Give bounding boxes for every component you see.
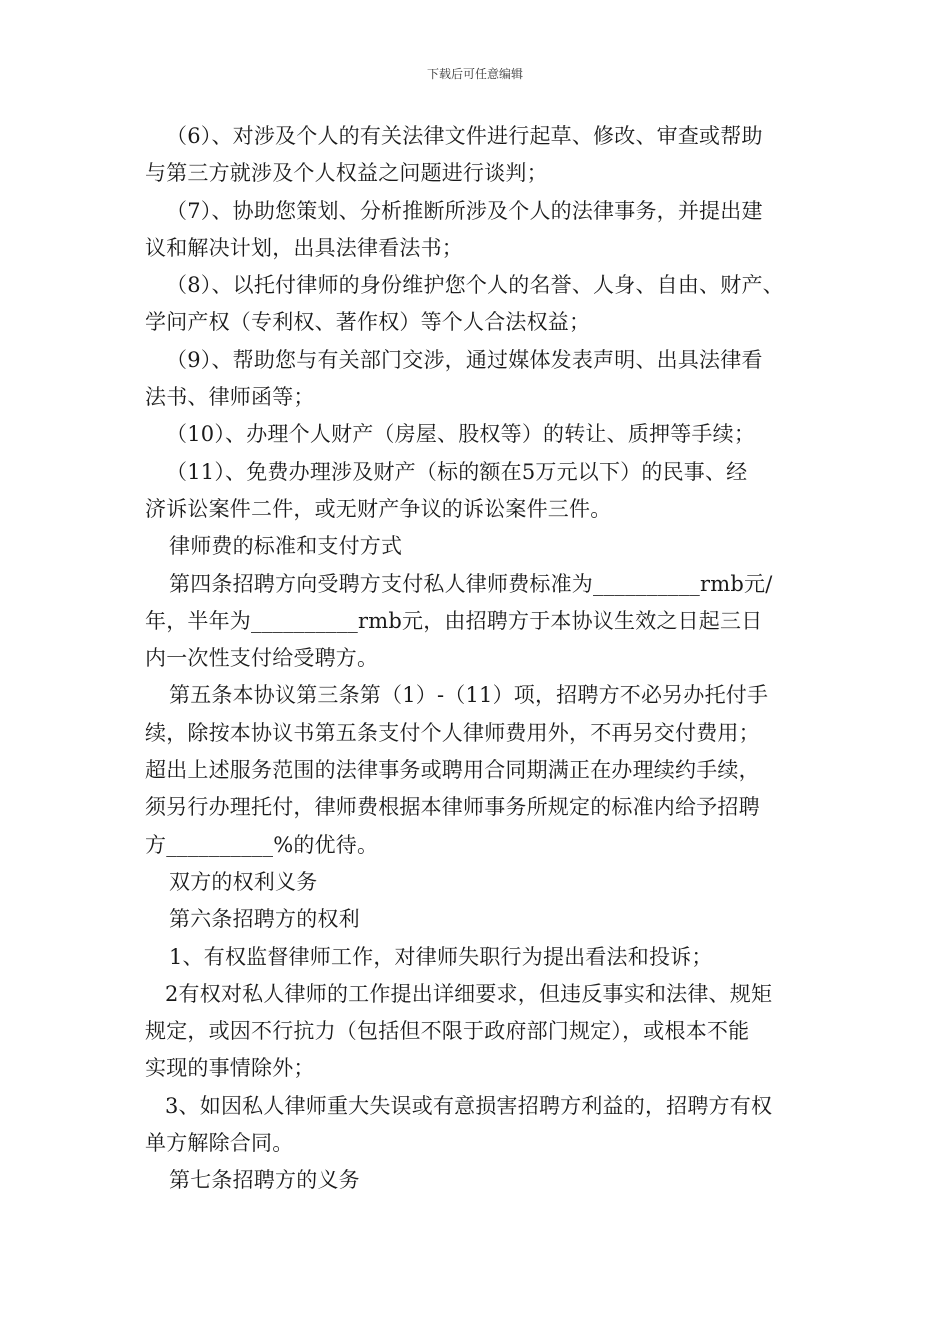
text-line: 年，半年为__________rmb元，由招聘方于本协议生效之日起三日 (145, 608, 763, 633)
text-line: 第七条招聘方的义务 (169, 1168, 360, 1193)
text-line: 实现的事情除外； (145, 1056, 315, 1081)
text-line: 律师费的标准和支付方式 (169, 534, 403, 559)
text-line: （8）、以托付律师的身份维护您个人的名誉、人身、自由、财产、 (166, 273, 784, 298)
document-body (145, 118, 835, 1200)
text-line: 学问产权（专利权、著作权）等个人合法权益； (145, 310, 591, 335)
text-line: 与第三方就涉及个人权益之问题进行谈判； (145, 161, 548, 186)
text-line: （9）、帮助您与有关部门交涉，通过媒体发表声明、出具法律看 (166, 347, 763, 372)
text-line: 1、有权监督律师工作，对律师失职行为提出看法和投诉； (169, 944, 713, 969)
text-line: 第五条本协议第三条第（1）-（11）项，招聘方不必另办托付手 (169, 683, 769, 708)
text-line: 须另行办理托付，律师费根据本律师事务所规定的标准内给予招聘 (145, 795, 760, 820)
text-line: 第六条招聘方的权利 (169, 907, 360, 932)
text-line: （6）、对涉及个人的有关法律文件进行起草、修改、审查或帮助 (166, 124, 763, 148)
text-line: 内一次性支付给受聘方。 (145, 646, 379, 671)
text-line: （7）、协助您策划、分析推断所涉及个人的法律事务，并提出建 (166, 198, 763, 223)
text-line: 单方解除合同。 (145, 1131, 294, 1156)
text-line: （10）、办理个人财产（房屋、股权等）的转让、质押等手续； (166, 422, 756, 447)
text-line: 续，除按本协议书第五条支付个人律师费用外，不再另交付费用； (145, 720, 760, 745)
text-line: （11）、免费办理涉及财产（标的额在5万元以下）的民事、经 (166, 459, 748, 484)
text-line: 双方的权利义务 (169, 869, 318, 894)
text-line: 超出上述服务范围的法律事务或聘用合同期满正在办理续约手续， (145, 758, 760, 783)
text-line: 济诉讼案件二件，或无财产争议的诉讼案件三件。 (145, 496, 612, 521)
text-line: 2有权对私人律师的工作提出详细要求，但违反事实和法律、规矩 (165, 981, 773, 1006)
text-line: 规定，或因不行抗力（包括但不限于政府部门规定），或根本不能 (145, 1019, 750, 1044)
text-line: 第四条招聘方向受聘方支付私人律师费标准为__________rmb元/ (169, 571, 773, 596)
text-line: 3、如因私人律师重大失误或有意损害招聘方利益的，招聘方有权 (165, 1093, 773, 1118)
page-header: 下载后可任意编辑 (426, 67, 523, 81)
text-line: 法书、律师函等； (145, 385, 315, 410)
text-line: 方__________%的优待。 (145, 832, 379, 857)
text-line: 议和解决计划，出具法律看法书； (145, 235, 463, 260)
